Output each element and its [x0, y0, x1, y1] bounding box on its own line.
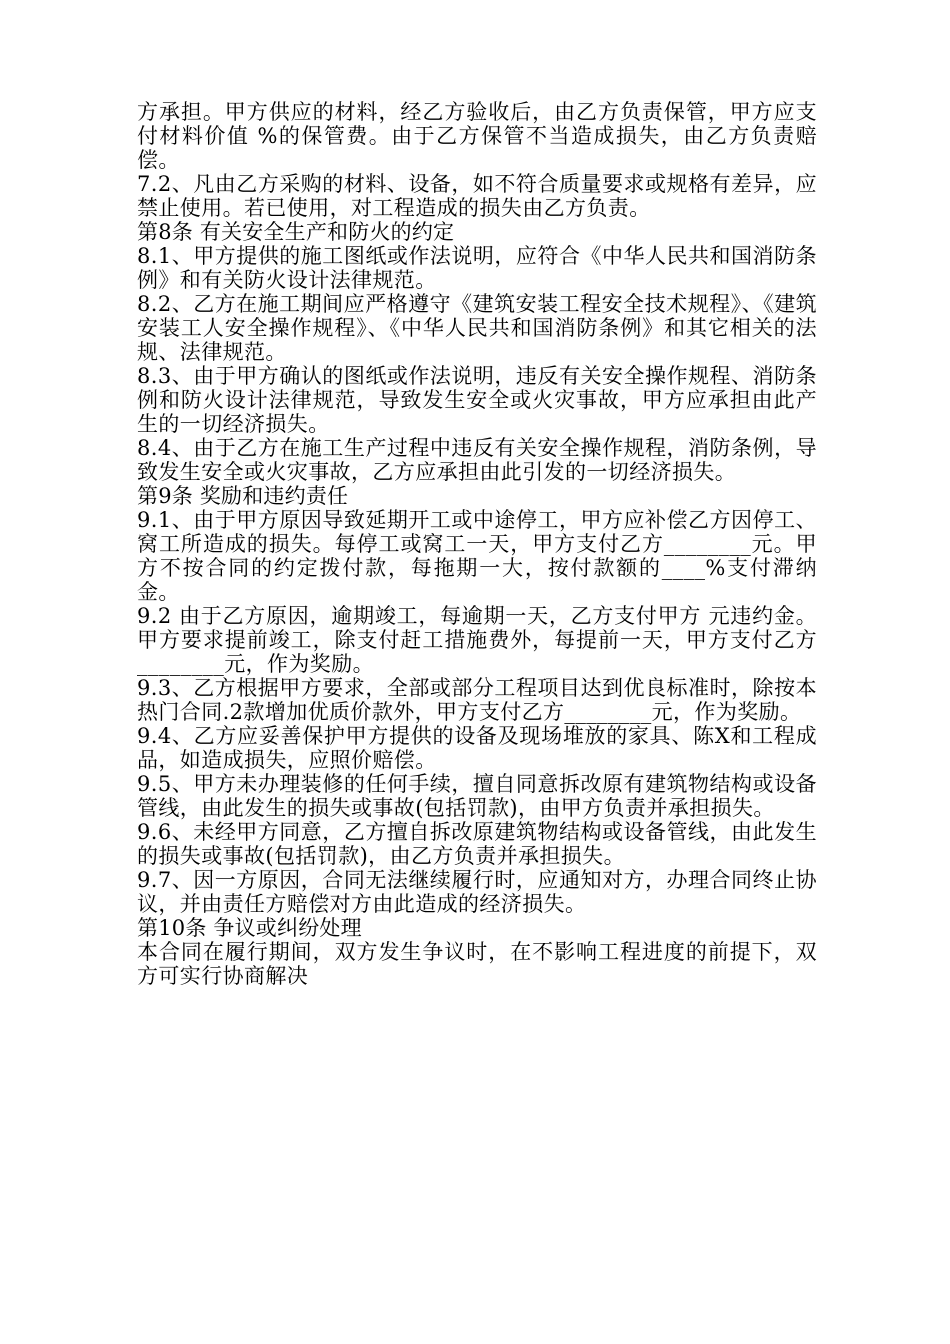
clause-8-3: 8.3、由于甲方确认的图纸或作法说明，违反有关安全操作规程、消防条例和防火设计法律规范，导致发生安全或火灾事故，甲方应承担由此产生的一切经济损失。: [137, 364, 817, 436]
document-body: [137, 100, 817, 988]
clause-8-2: 8.2、乙方在施工期间应严格遵守《建筑安装工程安全技术规程》、《建筑安装工人安全操作规程》、《中华人民共和国消防条例》和其它相关的法规、法律规范。: [137, 292, 817, 364]
clause-9-1: 9.1、由于甲方原因导致延期开工或中途停工，甲方应补偿乙方因停工、窝工所造成的损失。每停工或窝工一天，甲方支付乙方________元。甲方不按合同的约定拨付款，每拖期一大，按付款额的____%支付滞纳金。: [137, 508, 817, 604]
article-10-heading: 第10条 争议或纠纷处理: [137, 916, 362, 940]
clause-8-4: 8.4、由于乙方在施工生产过程中违反有关安全操作规程，消防条例，导致发生安全或火灾事故，乙方应承担由此引发的一切经济损失。: [137, 436, 817, 484]
clause-9-7: 9.7、因一方原因，合同无法继续履行时，应通知对方，办理合同终止协议，并由责任方赔偿对方由此造成的经济损失。: [137, 868, 817, 916]
article-9-heading: 第9条 奖励和违约责任: [137, 484, 349, 508]
clause-8-1: 8.1、甲方提供的施工图纸或作法说明，应符合《中华人民共和国消防条例》和有关防火设计法律规范。: [137, 244, 817, 292]
clause-7-2: 7.2、凡由乙方采购的材料、设备，如不符合质量要求或规格有差异，应禁止使用。若已使用，对工程造成的损失由乙方负责。: [137, 172, 817, 220]
clause-9-4: 9.4、乙方应妥善保护甲方提供的设备及现场堆放的家具、陈X和工程成品，如造成损失，应照价赔偿。: [137, 724, 817, 772]
article-8-heading: 第8条 有关安全生产和防火的约定: [137, 220, 455, 244]
clause-9-3: 9.3、乙方根据甲方要求，全部或部分工程项目达到优良标准时，除按本热门合同.2款增加优质价款外，甲方支付乙方________元，作为奖励。: [137, 676, 817, 724]
paragraph-7-1-continued: 方承担。甲方供应的材料，经乙方验收后，由乙方负责保管，甲方应支付材料价值 %的保管费。由于乙方保管不当造成损失，由乙方负责赔偿。: [137, 100, 817, 172]
article-10-body: 本合同在履行期间，双方发生争议时，在不影响工程进度的前提下，双方可实行协商解决: [137, 940, 817, 988]
clause-9-6: 9.6、未经甲方同意，乙方擅自拆改原建筑物结构或设备管线，由此发生的损失或事故(包括罚款)，由乙方负责并承担损失。: [137, 820, 817, 868]
clause-9-2: 9.2 由于乙方原因，逾期竣工，每逾期一天，乙方支付甲方 元违约金。甲方要求提前竣工，除支付赶工措施费外，每提前一天，甲方支付乙方________元，作为奖励。: [137, 604, 817, 676]
clause-9-5: 9.5、甲方未办理装修的任何手续，擅自同意拆改原有建筑物结构或设备管线，由此发生的损失或事故(包括罚款)，由甲方负责并承担损失。: [137, 772, 817, 820]
